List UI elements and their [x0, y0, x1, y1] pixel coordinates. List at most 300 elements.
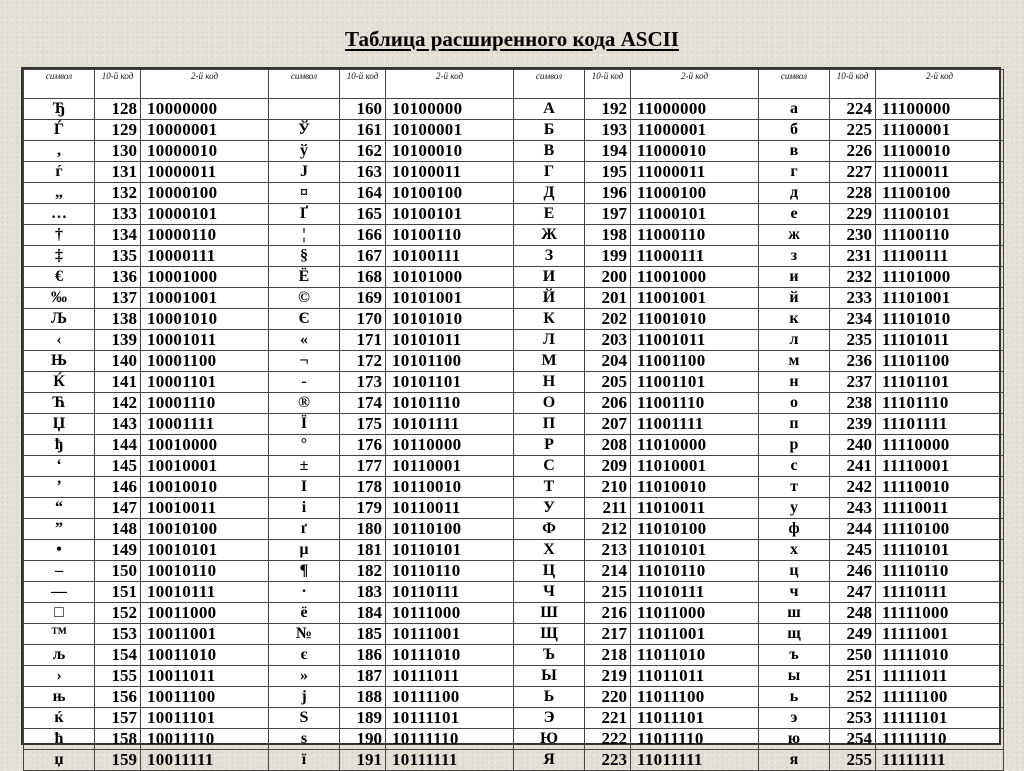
symbol-cell: С	[514, 456, 585, 477]
decimal-code-cell: 130	[95, 141, 141, 162]
decimal-code-cell: 239	[830, 414, 876, 435]
decimal-code-cell: 194	[585, 141, 631, 162]
symbol-cell: З	[514, 246, 585, 267]
symbol-cell: ”	[24, 519, 95, 540]
symbol-cell: ©	[269, 288, 340, 309]
decimal-code-cell: 164	[340, 183, 386, 204]
binary-code-cell: 11010001	[631, 456, 759, 477]
decimal-code-cell: 165	[340, 204, 386, 225]
decimal-code-cell: 204	[585, 351, 631, 372]
decimal-code-cell: 199	[585, 246, 631, 267]
decimal-code-cell: 215	[585, 582, 631, 603]
symbol-cell: ¦	[269, 225, 340, 246]
binary-code-cell: 11111011	[876, 666, 1004, 687]
symbol-cell: і	[269, 498, 340, 519]
symbol-cell: Л	[514, 330, 585, 351]
decimal-code-cell: 139	[95, 330, 141, 351]
symbol-cell: ›	[24, 666, 95, 687]
symbol-cell: Џ	[24, 414, 95, 435]
decimal-code-cell: 140	[95, 351, 141, 372]
symbol-cell: ќ	[24, 708, 95, 729]
decimal-code-cell: 223	[585, 750, 631, 771]
binary-code-cell: 10110110	[386, 561, 514, 582]
binary-code-cell: 10110101	[386, 540, 514, 561]
symbol-cell: н	[759, 372, 830, 393]
binary-code-cell: 11101100	[876, 351, 1004, 372]
decimal-code-cell: 219	[585, 666, 631, 687]
header-row	[24, 70, 1004, 99]
decimal-code-cell: 221	[585, 708, 631, 729]
decimal-code-cell: 238	[830, 393, 876, 414]
binary-code-cell: 10111100	[386, 687, 514, 708]
table-body	[24, 99, 1004, 771]
decimal-code-cell: 201	[585, 288, 631, 309]
binary-code-cell: 11001000	[631, 267, 759, 288]
decimal-code-cell: 198	[585, 225, 631, 246]
binary-code-cell: 11101101	[876, 372, 1004, 393]
decimal-code-cell: 153	[95, 624, 141, 645]
decimal-code-cell: 208	[585, 435, 631, 456]
binary-code-cell: 11001001	[631, 288, 759, 309]
symbol-cell: р	[759, 435, 830, 456]
symbol-cell: в	[759, 141, 830, 162]
binary-code-cell: 10001111	[141, 414, 269, 435]
binary-code-cell: 10010000	[141, 435, 269, 456]
decimal-code-cell: 170	[340, 309, 386, 330]
symbol-cell: щ	[759, 624, 830, 645]
symbol-cell: ь	[759, 687, 830, 708]
table-row	[24, 162, 1004, 183]
decimal-code-cell: 141	[95, 372, 141, 393]
symbol-cell: ѓ	[24, 162, 95, 183]
symbol-cell: €	[24, 267, 95, 288]
decimal-code-cell: 224	[830, 99, 876, 120]
symbol-cell: Ђ	[24, 99, 95, 120]
decimal-code-cell: 222	[585, 729, 631, 750]
header-decimal-code: 10-й код	[585, 70, 631, 99]
binary-code-cell: 11011011	[631, 666, 759, 687]
symbol-cell: ‡	[24, 246, 95, 267]
binary-code-cell: 11100101	[876, 204, 1004, 225]
symbol-cell: Ѕ	[269, 708, 340, 729]
decimal-code-cell: 231	[830, 246, 876, 267]
binary-code-cell: 10010010	[141, 477, 269, 498]
decimal-code-cell: 220	[585, 687, 631, 708]
decimal-code-cell: 235	[830, 330, 876, 351]
binary-code-cell: 10101100	[386, 351, 514, 372]
decimal-code-cell: 205	[585, 372, 631, 393]
decimal-code-cell: 137	[95, 288, 141, 309]
binary-code-cell: 10100111	[386, 246, 514, 267]
binary-code-cell: 11100000	[876, 99, 1004, 120]
header-binary-code: 2-й код	[631, 70, 759, 99]
symbol-cell: ф	[759, 519, 830, 540]
decimal-code-cell: 200	[585, 267, 631, 288]
table-row	[24, 540, 1004, 561]
decimal-code-cell: 155	[95, 666, 141, 687]
table-row	[24, 666, 1004, 687]
binary-code-cell: 10010001	[141, 456, 269, 477]
decimal-code-cell: 216	[585, 603, 631, 624]
binary-code-cell: 10000001	[141, 120, 269, 141]
decimal-code-cell: 143	[95, 414, 141, 435]
symbol-cell: љ	[24, 645, 95, 666]
binary-code-cell: 11011101	[631, 708, 759, 729]
decimal-code-cell: 145	[95, 456, 141, 477]
binary-code-cell: 11101110	[876, 393, 1004, 414]
symbol-cell: Ї	[269, 414, 340, 435]
binary-code-cell: 10110100	[386, 519, 514, 540]
binary-code-cell: 10101110	[386, 393, 514, 414]
binary-code-cell: 11111100	[876, 687, 1004, 708]
symbol-cell: Р	[514, 435, 585, 456]
binary-code-cell: 10011010	[141, 645, 269, 666]
decimal-code-cell: 234	[830, 309, 876, 330]
decimal-code-cell: 185	[340, 624, 386, 645]
decimal-code-cell: 243	[830, 498, 876, 519]
binary-code-cell: 10001011	[141, 330, 269, 351]
binary-code-cell: 11001010	[631, 309, 759, 330]
binary-code-cell: 10001100	[141, 351, 269, 372]
binary-code-cell: 11000001	[631, 120, 759, 141]
decimal-code-cell: 207	[585, 414, 631, 435]
table-row	[24, 372, 1004, 393]
symbol-cell: Б	[514, 120, 585, 141]
decimal-code-cell: 218	[585, 645, 631, 666]
symbol-cell: ¶	[269, 561, 340, 582]
ascii-table	[23, 69, 1004, 771]
decimal-code-cell: 227	[830, 162, 876, 183]
symbol-cell: ћ	[24, 729, 95, 750]
symbol-cell: ‰	[24, 288, 95, 309]
symbol-cell: ы	[759, 666, 830, 687]
decimal-code-cell: 181	[340, 540, 386, 561]
header-decimal-code: 10-й код	[340, 70, 386, 99]
symbol-cell: Е	[514, 204, 585, 225]
table-row	[24, 498, 1004, 519]
symbol-cell: с	[759, 456, 830, 477]
symbol-cell: Ё	[269, 267, 340, 288]
page-title	[0, 27, 1024, 52]
table-row	[24, 519, 1004, 540]
binary-code-cell: 10011100	[141, 687, 269, 708]
symbol-cell: “	[24, 498, 95, 519]
binary-code-cell: 11101001	[876, 288, 1004, 309]
binary-code-cell: 11100110	[876, 225, 1004, 246]
symbol-cell: Ж	[514, 225, 585, 246]
table-row	[24, 582, 1004, 603]
decimal-code-cell: 228	[830, 183, 876, 204]
symbol-cell: †	[24, 225, 95, 246]
symbol-cell: «	[269, 330, 340, 351]
binary-code-cell: 11110100	[876, 519, 1004, 540]
decimal-code-cell: 162	[340, 141, 386, 162]
decimal-code-cell: 229	[830, 204, 876, 225]
symbol-cell: Є	[269, 309, 340, 330]
symbol-cell: м	[759, 351, 830, 372]
binary-code-cell: 11011001	[631, 624, 759, 645]
table-row	[24, 414, 1004, 435]
binary-code-cell: 11001111	[631, 414, 759, 435]
decimal-code-cell: 135	[95, 246, 141, 267]
symbol-cell: т	[759, 477, 830, 498]
binary-code-cell: 10000111	[141, 246, 269, 267]
symbol-cell	[269, 99, 340, 120]
decimal-code-cell: 249	[830, 624, 876, 645]
decimal-code-cell: 254	[830, 729, 876, 750]
decimal-code-cell: 190	[340, 729, 386, 750]
symbol-cell: В	[514, 141, 585, 162]
symbol-cell: І	[269, 477, 340, 498]
binary-code-cell: 11000100	[631, 183, 759, 204]
decimal-code-cell: 212	[585, 519, 631, 540]
decimal-code-cell: 144	[95, 435, 141, 456]
header-decimal-code: 10-й код	[95, 70, 141, 99]
binary-code-cell: 11000000	[631, 99, 759, 120]
decimal-code-cell: 166	[340, 225, 386, 246]
binary-code-cell: 11000011	[631, 162, 759, 183]
binary-code-cell: 11111101	[876, 708, 1004, 729]
binary-code-cell: 10011101	[141, 708, 269, 729]
binary-code-cell: 11001110	[631, 393, 759, 414]
ascii-table-container	[21, 67, 1001, 769]
symbol-cell: §	[269, 246, 340, 267]
decimal-code-cell: 195	[585, 162, 631, 183]
binary-code-cell: 11110001	[876, 456, 1004, 477]
decimal-code-cell: 182	[340, 561, 386, 582]
decimal-code-cell: 134	[95, 225, 141, 246]
symbol-cell: Ъ	[514, 645, 585, 666]
symbol-cell: Ґ	[269, 204, 340, 225]
binary-code-cell: 10101010	[386, 309, 514, 330]
binary-code-cell: 11010011	[631, 498, 759, 519]
decimal-code-cell: 132	[95, 183, 141, 204]
decimal-code-cell: 202	[585, 309, 631, 330]
decimal-code-cell: 192	[585, 99, 631, 120]
binary-code-cell: 11010101	[631, 540, 759, 561]
table-row	[24, 393, 1004, 414]
symbol-cell: я	[759, 750, 830, 771]
table-row	[24, 267, 1004, 288]
decimal-code-cell: 226	[830, 141, 876, 162]
binary-code-cell: 11101011	[876, 330, 1004, 351]
symbol-cell: •	[24, 540, 95, 561]
decimal-code-cell: 225	[830, 120, 876, 141]
table-row	[24, 729, 1004, 750]
decimal-code-cell: 189	[340, 708, 386, 729]
decimal-code-cell: 250	[830, 645, 876, 666]
decimal-code-cell: 156	[95, 687, 141, 708]
binary-code-cell: 10011001	[141, 624, 269, 645]
binary-code-cell: 11100100	[876, 183, 1004, 204]
header-binary-code: 2-й код	[386, 70, 514, 99]
symbol-cell: Ы	[514, 666, 585, 687]
symbol-cell: Ц	[514, 561, 585, 582]
binary-code-cell: 10010100	[141, 519, 269, 540]
binary-code-cell: 10111000	[386, 603, 514, 624]
symbol-cell: О	[514, 393, 585, 414]
decimal-code-cell: 174	[340, 393, 386, 414]
decimal-code-cell: 184	[340, 603, 386, 624]
binary-code-cell: 10011111	[141, 750, 269, 771]
binary-code-cell: 11111111	[876, 750, 1004, 771]
binary-code-cell: 11110101	[876, 540, 1004, 561]
symbol-cell: Њ	[24, 351, 95, 372]
binary-code-cell: 10111001	[386, 624, 514, 645]
decimal-code-cell: 230	[830, 225, 876, 246]
binary-code-cell: 10110000	[386, 435, 514, 456]
symbol-cell: є	[269, 645, 340, 666]
symbol-cell: ц	[759, 561, 830, 582]
decimal-code-cell: 197	[585, 204, 631, 225]
symbol-cell: Т	[514, 477, 585, 498]
symbol-cell: К	[514, 309, 585, 330]
decimal-code-cell: 206	[585, 393, 631, 414]
symbol-cell: о	[759, 393, 830, 414]
decimal-code-cell: 151	[95, 582, 141, 603]
decimal-code-cell: 187	[340, 666, 386, 687]
decimal-code-cell: 176	[340, 435, 386, 456]
binary-code-cell: 11011100	[631, 687, 759, 708]
symbol-cell: ґ	[269, 519, 340, 540]
binary-code-cell: 10001010	[141, 309, 269, 330]
decimal-code-cell: 217	[585, 624, 631, 645]
binary-code-cell: 10111011	[386, 666, 514, 687]
binary-code-cell: 11000101	[631, 204, 759, 225]
decimal-code-cell: 213	[585, 540, 631, 561]
decimal-code-cell: 178	[340, 477, 386, 498]
decimal-code-cell: 209	[585, 456, 631, 477]
decimal-code-cell: 158	[95, 729, 141, 750]
decimal-code-cell: 169	[340, 288, 386, 309]
symbol-cell: ¤	[269, 183, 340, 204]
decimal-code-cell: 168	[340, 267, 386, 288]
decimal-code-cell: 247	[830, 582, 876, 603]
binary-code-cell: 10011110	[141, 729, 269, 750]
binary-code-cell: 11100011	[876, 162, 1004, 183]
binary-code-cell: 10110011	[386, 498, 514, 519]
symbol-cell: ¬	[269, 351, 340, 372]
symbol-cell: и	[759, 267, 830, 288]
decimal-code-cell: 146	[95, 477, 141, 498]
binary-code-cell: 10011011	[141, 666, 269, 687]
decimal-code-cell: 193	[585, 120, 631, 141]
binary-code-cell: 10100110	[386, 225, 514, 246]
symbol-cell: е	[759, 204, 830, 225]
decimal-code-cell: 196	[585, 183, 631, 204]
symbol-cell: Ш	[514, 603, 585, 624]
decimal-code-cell: 173	[340, 372, 386, 393]
symbol-cell: Ю	[514, 729, 585, 750]
table-row	[24, 750, 1004, 771]
decimal-code-cell: 147	[95, 498, 141, 519]
symbol-cell: ±	[269, 456, 340, 477]
symbol-cell: Ф	[514, 519, 585, 540]
decimal-code-cell: 232	[830, 267, 876, 288]
binary-code-cell: 11101111	[876, 414, 1004, 435]
table-row	[24, 99, 1004, 120]
symbol-cell: х	[759, 540, 830, 561]
symbol-cell: -	[269, 372, 340, 393]
binary-code-cell: 11000010	[631, 141, 759, 162]
decimal-code-cell: 167	[340, 246, 386, 267]
binary-code-cell: 10101101	[386, 372, 514, 393]
symbol-cell: њ	[24, 687, 95, 708]
binary-code-cell: 11011111	[631, 750, 759, 771]
decimal-code-cell: 251	[830, 666, 876, 687]
decimal-code-cell: 233	[830, 288, 876, 309]
binary-code-cell: 10010110	[141, 561, 269, 582]
decimal-code-cell: 214	[585, 561, 631, 582]
decimal-code-cell: 248	[830, 603, 876, 624]
symbol-cell: ж	[759, 225, 830, 246]
table-row	[24, 330, 1004, 351]
symbol-cell: ‘	[24, 456, 95, 477]
header-symbol: символ	[24, 70, 95, 99]
symbol-cell: ў	[269, 141, 340, 162]
symbol-cell: –	[24, 561, 95, 582]
symbol-cell: ђ	[24, 435, 95, 456]
symbol-cell: Ќ	[24, 372, 95, 393]
binary-code-cell: 11110011	[876, 498, 1004, 519]
symbol-cell: ч	[759, 582, 830, 603]
decimal-code-cell: 150	[95, 561, 141, 582]
binary-code-cell: 10111101	[386, 708, 514, 729]
binary-code-cell: 10000000	[141, 99, 269, 120]
symbol-cell: Й	[514, 288, 585, 309]
header-binary-code: 2-й код	[876, 70, 1004, 99]
decimal-code-cell: 148	[95, 519, 141, 540]
decimal-code-cell: 237	[830, 372, 876, 393]
table-row	[24, 624, 1004, 645]
decimal-code-cell: 172	[340, 351, 386, 372]
binary-code-cell: 10100010	[386, 141, 514, 162]
decimal-code-cell: 203	[585, 330, 631, 351]
binary-code-cell: 11110110	[876, 561, 1004, 582]
header-symbol: символ	[269, 70, 340, 99]
table-row	[24, 309, 1004, 330]
decimal-code-cell: 160	[340, 99, 386, 120]
binary-code-cell: 10100011	[386, 162, 514, 183]
decimal-code-cell: 180	[340, 519, 386, 540]
symbol-cell: Ћ	[24, 393, 95, 414]
symbol-cell: л	[759, 330, 830, 351]
decimal-code-cell: 128	[95, 99, 141, 120]
page-title-text: Таблица расширенного кода ASCII	[345, 27, 679, 51]
symbol-cell: у	[759, 498, 830, 519]
decimal-code-cell: 255	[830, 750, 876, 771]
symbol-cell: Љ	[24, 309, 95, 330]
binary-code-cell: 10000101	[141, 204, 269, 225]
binary-code-cell: 10110001	[386, 456, 514, 477]
symbol-cell: Д	[514, 183, 585, 204]
decimal-code-cell: 253	[830, 708, 876, 729]
binary-code-cell: 11000111	[631, 246, 759, 267]
binary-code-cell: 11001101	[631, 372, 759, 393]
table-row	[24, 687, 1004, 708]
table-row	[24, 645, 1004, 666]
binary-code-cell: 11111000	[876, 603, 1004, 624]
symbol-cell: ‹	[24, 330, 95, 351]
binary-code-cell: 10101011	[386, 330, 514, 351]
symbol-cell: б	[759, 120, 830, 141]
decimal-code-cell: 244	[830, 519, 876, 540]
header-binary-code: 2-й код	[141, 70, 269, 99]
binary-code-cell: 11101000	[876, 267, 1004, 288]
decimal-code-cell: 211	[585, 498, 631, 519]
decimal-code-cell: 179	[340, 498, 386, 519]
decimal-code-cell: 152	[95, 603, 141, 624]
